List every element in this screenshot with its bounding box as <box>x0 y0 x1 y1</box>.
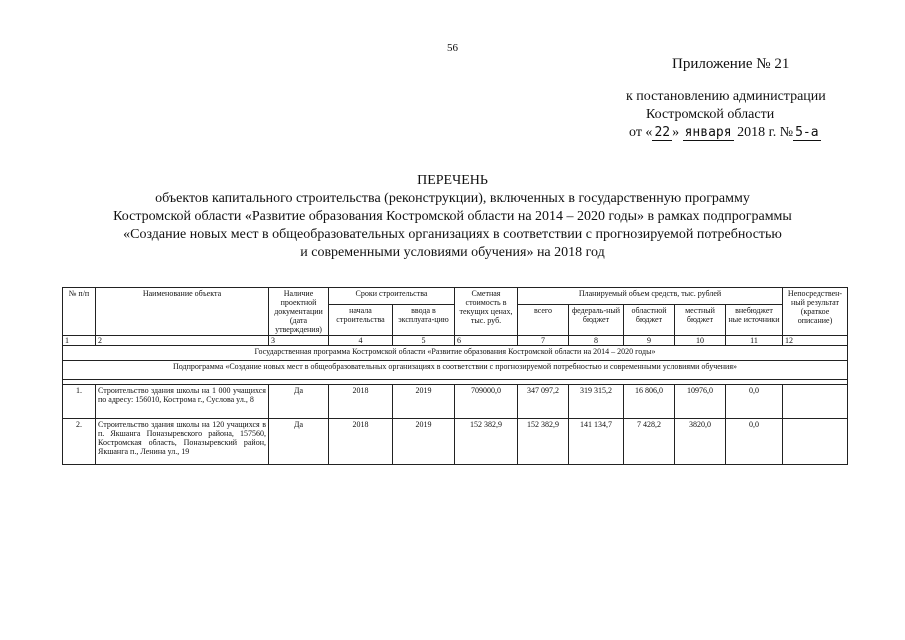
column-number-row <box>63 336 848 346</box>
row-federal: 141 134,7 <box>569 419 624 465</box>
header-regional: областной бюджет <box>624 305 675 336</box>
header-planned: Планируемый объем средств, тыс. рублей <box>518 288 783 305</box>
row-total: 347 097,2 <box>518 385 569 419</box>
program-row <box>63 346 848 361</box>
table-row <box>63 385 848 419</box>
header-result: Непосредствен-ный результат (краткое описание) <box>783 288 848 336</box>
title-line-3: «Создание новых мест в общеобразовательных организациях в соответствии с прогнозируемой потребностью <box>123 227 782 242</box>
row-local: 10976,0 <box>675 385 726 419</box>
column-number: 4 <box>329 336 393 346</box>
column-number: 10 <box>675 336 726 346</box>
decree-line-2: Костромской области <box>646 107 775 122</box>
table-header-row <box>63 288 848 305</box>
title-line-1: объектов капитального строительства (реконструкции), включенных в государственную программу <box>155 191 750 206</box>
row-start-year: 2018 <box>329 385 393 419</box>
title-line-4: и современными условиями обучения» на 2018 год <box>300 245 605 260</box>
row-total: 152 382,9 <box>518 419 569 465</box>
subprogram-title: Подпрограмма «Создание новых мест в общеобразовательных организациях в соответствии с прогнозируемой потребностью и современными условиями обучения» <box>63 361 848 380</box>
page-number: 56 <box>447 42 458 54</box>
decree-day: 22 <box>654 125 671 140</box>
column-number: 9 <box>624 336 675 346</box>
title-line-2: Костромской области «Развитие образования Костромской области на 2014 – 2020 годы» в рамках подпрограммы <box>113 209 792 224</box>
appendix-label: Приложение № 21 <box>672 56 790 72</box>
decree-date-mid: » <box>672 125 680 140</box>
row-cost: 152 382,9 <box>455 419 518 465</box>
header-name: Наименование объекта <box>96 288 269 336</box>
decree-reference <box>626 88 826 142</box>
row-num: 2. <box>63 419 96 465</box>
row-result <box>783 385 848 419</box>
row-federal: 319 315,2 <box>569 385 624 419</box>
row-result <box>783 419 848 465</box>
header-local: местный бюджет <box>675 305 726 336</box>
title-heading: ПЕРЕЧЕНЬ <box>417 173 488 188</box>
row-regional: 7 428,2 <box>624 419 675 465</box>
decree-date-line <box>626 124 826 142</box>
decree-month: января <box>684 125 732 140</box>
header-terms-end: ввода в эксплуата-цию <box>393 305 455 336</box>
row-extrabudget: 0,0 <box>726 419 783 465</box>
row-object-name: Строительство здания школы на 120 учащихся в п. Якшанга Поназыревского района, 157560, Костромская область, Поназыревский район, Якшанга п., Ленина ул., 19 <box>96 419 269 465</box>
column-number: 6 <box>455 336 518 346</box>
decree-year: 2018 г. № <box>737 125 794 140</box>
row-object-name: Строительство здания школы на 1 000 учащихся по адресу: 156010, Кострома г., Суслова ул., 8 <box>96 385 269 419</box>
header-total: всего <box>518 305 569 336</box>
column-number: 11 <box>726 336 783 346</box>
row-cost: 709000,0 <box>455 385 518 419</box>
column-number: 8 <box>569 336 624 346</box>
column-number: 7 <box>518 336 569 346</box>
objects-table <box>62 287 848 465</box>
header-num: № п/п <box>63 288 96 336</box>
column-number: 5 <box>393 336 455 346</box>
row-num: 1. <box>63 385 96 419</box>
row-docs: Да <box>269 419 329 465</box>
header-terms: Сроки строительства <box>329 288 455 305</box>
column-number: 1 <box>63 336 96 346</box>
decree-date-prefix: от « <box>629 125 653 140</box>
row-local: 3820,0 <box>675 419 726 465</box>
decree-number: 5-а <box>795 125 819 140</box>
row-docs: Да <box>269 385 329 419</box>
program-title: Государственная программа Костромской области «Развитие образования Костромской области на 2014 – 2020 годы» <box>63 346 848 361</box>
row-end-year: 2019 <box>393 419 455 465</box>
column-number: 2 <box>96 336 269 346</box>
row-start-year: 2018 <box>329 419 393 465</box>
table-row <box>63 419 848 465</box>
row-regional: 16 806,0 <box>624 385 675 419</box>
column-number: 3 <box>269 336 329 346</box>
row-extrabudget: 0,0 <box>726 385 783 419</box>
decree-line-1: к постановлению администрации <box>626 89 826 104</box>
row-end-year: 2019 <box>393 385 455 419</box>
header-estimated-cost: Сметная стоимость в текущих ценах, тыс. руб. <box>455 288 518 336</box>
header-design-docs: Наличие проектной документации (дата утверждения) <box>269 288 329 336</box>
header-extrabudget: внебюджет ные источники <box>726 305 783 336</box>
document-title <box>0 172 905 262</box>
header-federal: федераль-ный бюджет <box>569 305 624 336</box>
column-number: 12 <box>783 336 848 346</box>
subprogram-row <box>63 361 848 380</box>
header-terms-start: начала строительства <box>329 305 393 336</box>
